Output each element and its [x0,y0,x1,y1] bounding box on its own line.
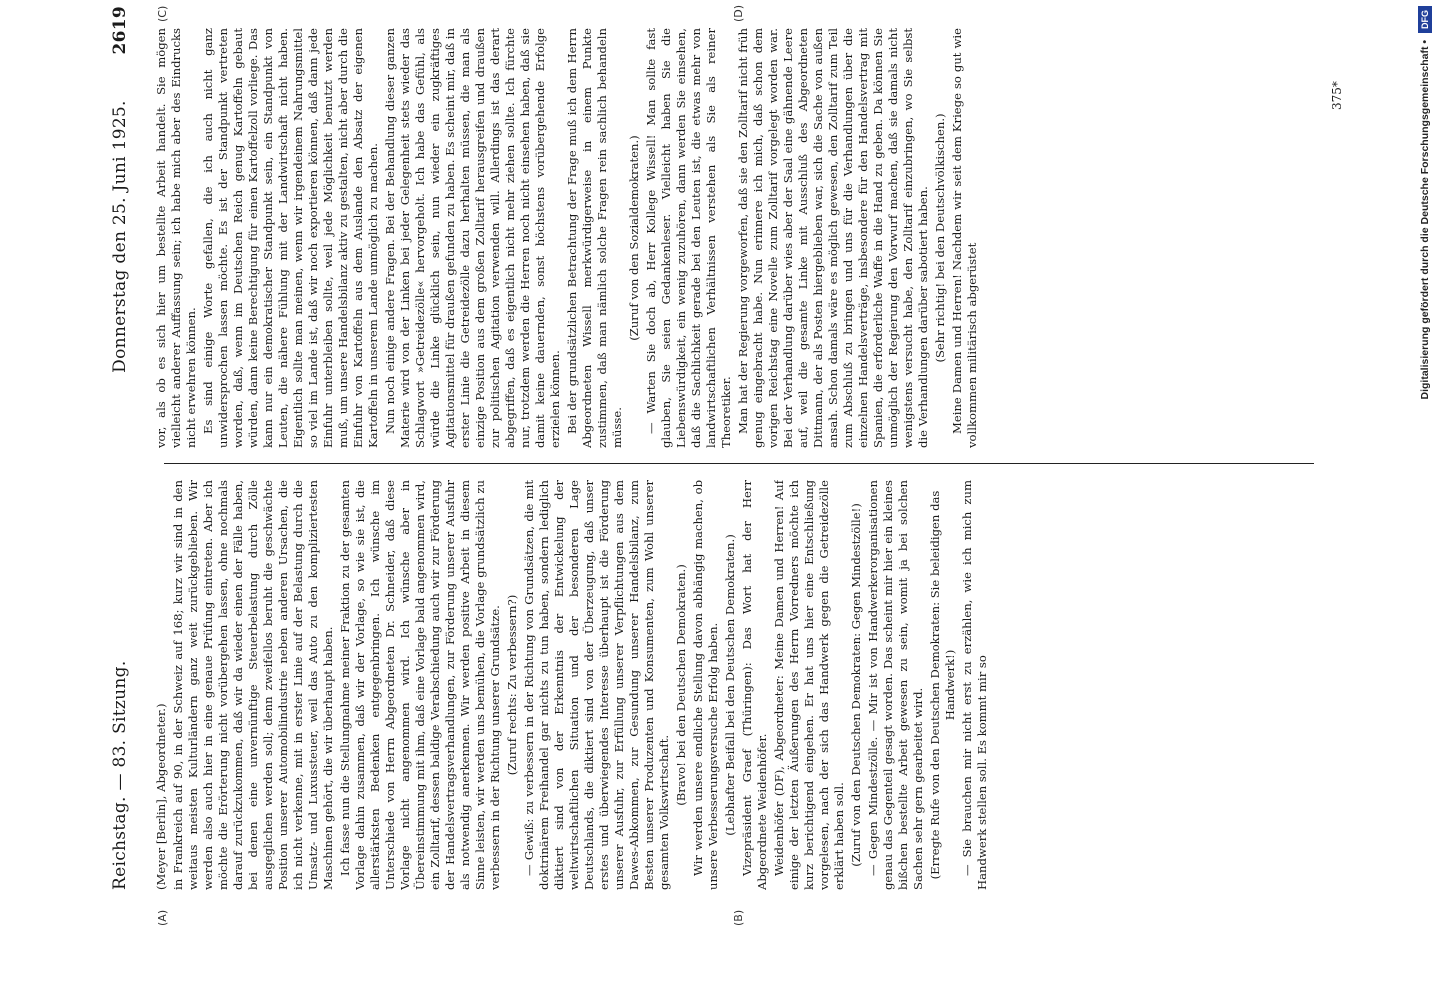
paragraph: Meine Damen und Herren! Nachdem wir seit dem Kriege so gut wie vollkommen militärisch abgerüstet [950,28,979,448]
paragraph: Man hat der Regierung vorgeworfen, daß sie den Zolltarif nicht früh genug eingebracht habe. Nun erinnere ich mich, daß schon dem vorigen Reichstag eine Novelle zum Zolltarif vorgelegt worden war. Bei der Verhandlung darüber wies aber der Saal eine gähnende Leere auf, weil die gesamte Linke mit Ausschluß des Abgeordneten Dittmann, der als Posten hiergeblieben war, sich die Sache von außen ansah. Schon damals wäre es möglich gewesen, den Zolltarif zum Teil zum Abschluß zu bringen und uns für die Verhandlungen über die einzelnen Handelsverträge, insbesondere für den Handelsvertrag mit Spanien, die erforderliche Waffe in die Hand zu geben. Da können Sie unmöglich der Regierung den Vorwurf machen, daß sie damals nicht wenigstens versucht habe, den Zolltarif einzubringen, wo Sie selbst die Verhandlungen darüber sabotiert haben. [736,28,930,448]
paragraph: — Gegen Mindestzölle. — Mir ist von Handwerkerorganisationen genau das Gegenteil gesagt worden. Das scheint mir hier ein kleines bißchen bestellte Arbeit gewesen zu sein, womit ja bei solchen Sachen sehr gern gearbeitet wird. [866,480,925,890]
digitization-credit-text: Digitalisierung gefördert durch die Deutsche Forschungsgemeinschaft • [1419,39,1431,400]
scanned-page [92,0,1392,926]
paragraph: vor, als ob es sich hier um bestellte Arbeit handelt. Sie mögen vielleicht anderer Auffassung sein; ich habe mich aber des Eindrucks nicht erwehren können. [154,28,198,448]
header-date: Donnerstag den 25. Juni 1925. [110,100,130,373]
interjection: (Zuruf von den Sozialdemokraten.) [627,135,641,341]
margin-marker-b: (B) [732,909,745,926]
interjection: (Zuruf rechts: Zu verbessern?) [505,594,519,776]
interjection: (Erregte Rufe von den Deutschen Demokraten: Sie beleidigen das Handwerk!) [928,490,957,880]
column-divider [164,463,1314,464]
paragraph: Wir werden unsere endliche Stellung davon abhängig machen, ob unsere Verbesserungsversuche Erfolg haben. [691,480,720,890]
paragraph: Weidenhöfer (DF), Abgeordneter: Meine Damen und Herren! Auf einige der letzten Äußerungen des Herrn Vorredners möchte ich kurz berichtigend eingehen. Er hat uns hier eine Entschließung vorgelesen, nach der sich das Handwerk gegen die Getreidezölle erklärt haben soll. [772,480,846,890]
margin-marker-d: (D) [732,4,745,22]
paragraph: Vizepräsident Graef (Thüringen): Das Wort hat der Herr Abgeordnete Weidenhöfer. [740,480,769,890]
left-column [154,480,1324,890]
interjection: (Zuruf von den Deutschen Demokraten: Gegen Mindestzölle!) [849,503,863,867]
dfg-logo: DFG [1418,6,1432,33]
paragraph: — Sie brauchen mir nicht erst zu erzählen, wie ich mich zum Handwerk stellen soll. Es kommt mir so [960,480,989,890]
header-date-block [110,6,130,373]
interjection: (Bravo! bei den Deutschen Demokraten.) [674,564,688,806]
margin-marker-a: (A) [156,909,169,926]
digitization-credit [1413,6,1433,906]
paragraph: in Frankreich auf 90, in der Schweiz auf 168; kurz wir sind in den weitaus meisten Kulturländern ganz weit zurückgeblieben. Wir werden also auch hier in eine genaue Prüfung eintreten. Aber ich möchte die Erörterung nicht vorübergehen lassen, ohne nochmals darauf zurückzukommen, daß wir da wieder einen der Fälle haben, bei denen eine unvernünftige Steuerbelastung durch Zölle ausgeglichen werden soll; denn zweifellos beruht die geschwächte Position unserer Automobilindustrie neben anderen Ursachen, die ich nicht verkenne, mit in erster Linie auf der Belastung durch die Umsatz- und Luxussteuer, weil das Auto zu den kompliziertesten Maschinen gehört, die wir überhaupt haben. [171,480,335,890]
paragraph: Ich fasse nun die Stellungnahme meiner Fraktion zu der gesamten Vorlage dahin zusammen, daß wir der Vorlage, so wie sie ist, die allerstärksten Bedenken entgegenbringen. Ich wünsche im Unterschiede von Herrn Abgeordneten Dr. Schneider, daß diese Vorlage nicht angenommen wird. Ich wünsche aber in Übereinstimmung mit ihm, daß eine Vorlage bald angenommen wird, ein Zolltarif, dessen baldige Verabschiedung auch wir zur Förderung der Handelsvertragsverhandlungen, zur Förderung unserer Ausfuhr als notwendig anerkennen. Wir werden positive Arbeit in diesem Sinne leisten, wir werden uns bemühen, die Vorlage grundsätzlich zu verbessern in der Richtung unserer Grundsätze. [338,480,502,890]
header-session: Reichstag. — 83. Sitzung. [110,660,130,890]
paragraph: — Gewiß: zu verbessern in der Richtung von Grundsätzen, die mit doktrinärem Freihandel gar nichts zu tun haben, sondern lediglich diktiert sind von der Erkenntnis der Entwickelung der weltwirtschaftlichen Situation und der besonderen Lage Deutschlands, die diktiert sind von der Überzeugung, daß unser erstes und überwiegendes Interesse überhaupt ist die Förderung unserer Ausfuhr, zur Erfüllung unserer Verpflichtungen aus dem Dawes-Abkommen, zur Gesundung unserer Handelsbilanz, zum Besten unserer Produzenten und Konsumenten, zum Wohl unserer gesamten Volkswirtschaft. [522,480,671,890]
page-number: 2619 [110,6,130,55]
paragraph: Nun noch einige andere Fragen. Bei der Behandlung dieser ganzen Materie wird von der Linken bei jeder Gelegenheit stets wieder das Schlagwort »Getreidezölle« hervorgeholt. Ich habe das Gefühl, als würde die Linke glücklich sein, nun wieder ein zugkräftiges Agitationsmittel für draußen gefunden zu haben. Es scheint mir, daß in erster Linie die Getreidezölle dazu herhalten müssen, die man als einzige Position aus dem großen Zolltarif herausgreifen und draußen zur politischen Agitation verwenden will. Allerdings ist das derart abgegriffen, daß es eigentlich nicht mehr ziehen sollte. Ich fürchte nur, trotzdem werden die Herren noch nicht einsehen haben, daß sie damit keine dauernden, sonst höchstens vorübergehende Erfolge erzielen können. [383,28,562,448]
paragraph: — Warten Sie doch ab, Herr Kollege Wissell! Man sollte fast glauben, Sie seien Gedankenleser. Vielleicht haben Sie die Liebenswürdigkeit, ein wenig zuzuhören, dann werden Sie einsehen, daß die Sachlichkeit gerade bei den Leuten ist, die etwas mehr von landwirtschaftlichen Verhältnissen verstehen als Sie als reiner Theoretiker. [644,28,733,448]
speaker-line: (Meyer [Berlin], Abgeordneter.) [154,703,168,890]
digitization-credit-text-wrapper [1415,6,1434,906]
right-column [154,28,1324,448]
paragraph: Es sind einige Worte gefallen, die ich auch nicht ganz unwidersprochen lassen möchte. Es ist der Standpunkt vertreten worden, daß, wenn im Deutschen Reich genug Kartoffeln gebaut würden, dann keine Berechtigung für einen Kartoffelzoll vorliege. Das kann nur ein demokratischer Standpunkt sein, ein Standpunkt von Leuten, die nähere Fühlung mit der Landwirtschaft nicht haben. Eigentlich sollte man meinen, wenn wir irgendeinem Nahrungsmittel so viel im Lande ist, daß wir noch exportieren können, daß dann jede Einfuhr unterbleiben sollte, weil jede Möglichkeit benutzt werden muß, um unsere Handelsbilanz aktiv zu gestalten, nicht aber durch die Einfuhr von Kartoffeln aus dem Auslande den Absatz der eigenen Kartoffeln in unserem Lande unmöglich zu machen. [201,28,380,448]
interjection: (Sehr richtig! bei den Deutschvölkischen.) [933,113,947,363]
margin-marker-c: (C) [156,5,169,22]
paragraph: Bei der grundsätzlichen Betrachtung der Frage muß ich dem Herrn Abgeordneten Wissell merkwürdigerweise in einem Punkte zustimmen, daß man nämlich solche Fragen rein sachlich behandeln müsse. [565,28,624,448]
interjection: (Lebhafter Beifall bei den Deutschen Demokraten.) [723,534,737,836]
page-header [92,0,152,900]
signature-mark: 375* [1330,81,1344,110]
